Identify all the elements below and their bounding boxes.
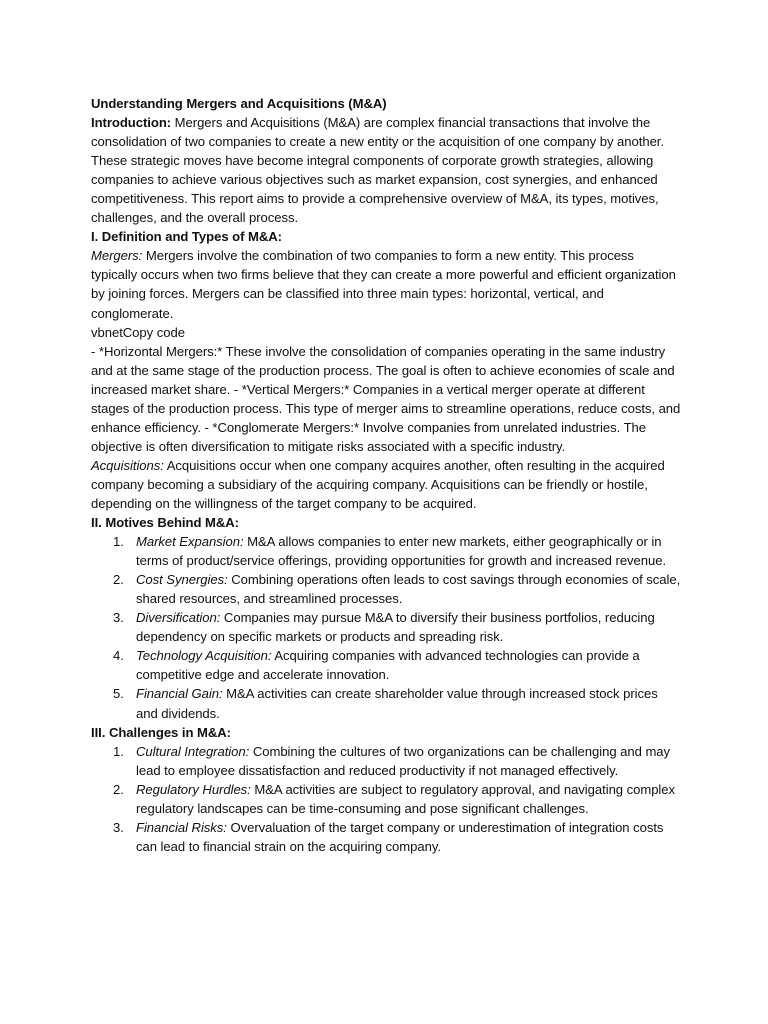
item-text: M&A allows companies to enter new markets, either geographically or in terms of product/service offerings, providing opportunities for growth and increased revenue. [136, 534, 667, 569]
intro-label: Introduction: [91, 115, 172, 131]
list-number: 2. [113, 572, 124, 588]
list-number: 2. [113, 781, 124, 797]
item-text: Acquiring companies with advanced technologies can provide a competitive edge and accelerate innovation. [136, 648, 640, 683]
acquisitions-text: Acquisitions occur when one company acquires another, often resulting in the acquired company becoming a subsidiary of the acquiring company. Acquisitions can be friendly or hostile, depending on the willingness of the target company to be acquired. [91, 457, 665, 511]
list-number: 4. [113, 648, 124, 664]
document-page [91, 94, 681, 856]
item-label: Regulatory Hurdles: [136, 781, 251, 797]
item-label: Diversification: [136, 610, 221, 626]
item-text: M&A activities are subject to regulatory approval, and navigating complex regulatory landscapes can be time-consuming and pose significant challenges. [136, 781, 676, 816]
challenges-list [91, 742, 681, 856]
section-3-heading: III. Challenges in M&A: [91, 724, 231, 740]
mergers-paragraph [91, 246, 681, 322]
item-label: Financial Gain: [136, 686, 223, 702]
code-label: vbnetCopy code [91, 324, 185, 340]
merger-types-paragraph: - *Horizontal Mergers:* These involve the consolidation of companies operating in the same industry and at the same stage of the production process. The goal is often to achieve economies of scale and increased market share. - *Vertical Mergers:* Companies in a vertical merger operate at different stages of the production process. This type of merger aims to streamline operations, reduce costs, and enhance efficiency. - *Conglomerate Mergers:* Involve companies from unrelated industries. The objective is often diversification to mitigate risks associated with a specific industry. [91, 343, 681, 454]
list-item [91, 818, 681, 856]
list-number: 5. [113, 686, 124, 702]
list-item [91, 608, 681, 646]
item-text: Combining the cultures of two organizations can be challenging and may lead to employee dissatisfaction and reduced productivity if not managed effectively. [136, 743, 671, 778]
mergers-label: Mergers: [91, 248, 143, 264]
item-text: Combining operations often leads to cost savings through economies of scale, shared resources, and streamlined processes. [136, 572, 681, 607]
list-item [91, 570, 681, 608]
list-item [91, 684, 681, 722]
list-number: 1. [113, 534, 124, 550]
item-text: Overvaluation of the target company or underestimation of integration costs can lead to financial strain on the acquiring company. [136, 819, 664, 854]
intro-text: Mergers and Acquisitions (M&A) are complex financial transactions that involve the consolidation of two companies to create a new entity or the acquisition of one company by another. These strategic moves have become integral components of corporate growth strategies, allowing companies to achieve various objectives such as market expansion, cost synergies, and enhanced competitiveness. This report aims to provide a comprehensive overview of M&A, its types, motives, challenges, and the overall process. [91, 115, 664, 226]
list-number: 3. [113, 819, 124, 835]
item-label: Technology Acquisition: [136, 648, 272, 664]
list-number: 3. [113, 610, 124, 626]
item-text: Companies may pursue M&A to diversify their business portfolios, reducing dependency on specific markets or products and spreading risk. [136, 610, 655, 645]
mergers-text: Mergers involve the combination of two companies to form a new entity. This process typically occurs when two firms believe that they can create a more powerful and efficient organization by joining forces. Mergers can be classified into three main types: horizontal, vertical, and conglomerate. [91, 248, 676, 321]
item-text: M&A activities can create shareholder value through increased stock prices and dividends. [136, 686, 658, 721]
list-item [91, 646, 681, 684]
intro-paragraph [91, 113, 681, 227]
motives-list [91, 532, 681, 722]
list-number: 1. [113, 743, 124, 759]
acquisitions-label: Acquisitions: [91, 457, 164, 473]
document-title: Understanding Mergers and Acquisitions (M&A) [91, 96, 387, 111]
item-label: Market Expansion: [136, 534, 244, 550]
section-2-heading: II. Motives Behind M&A: [91, 515, 239, 531]
acquisitions-paragraph [91, 456, 681, 513]
section-1-heading: I. Definition and Types of M&A: [91, 229, 282, 245]
list-item [91, 742, 681, 780]
item-label: Financial Risks: [136, 819, 227, 835]
item-label: Cultural Integration: [136, 743, 250, 759]
list-item [91, 532, 681, 570]
list-item [91, 780, 681, 818]
item-label: Cost Synergies: [136, 572, 228, 588]
